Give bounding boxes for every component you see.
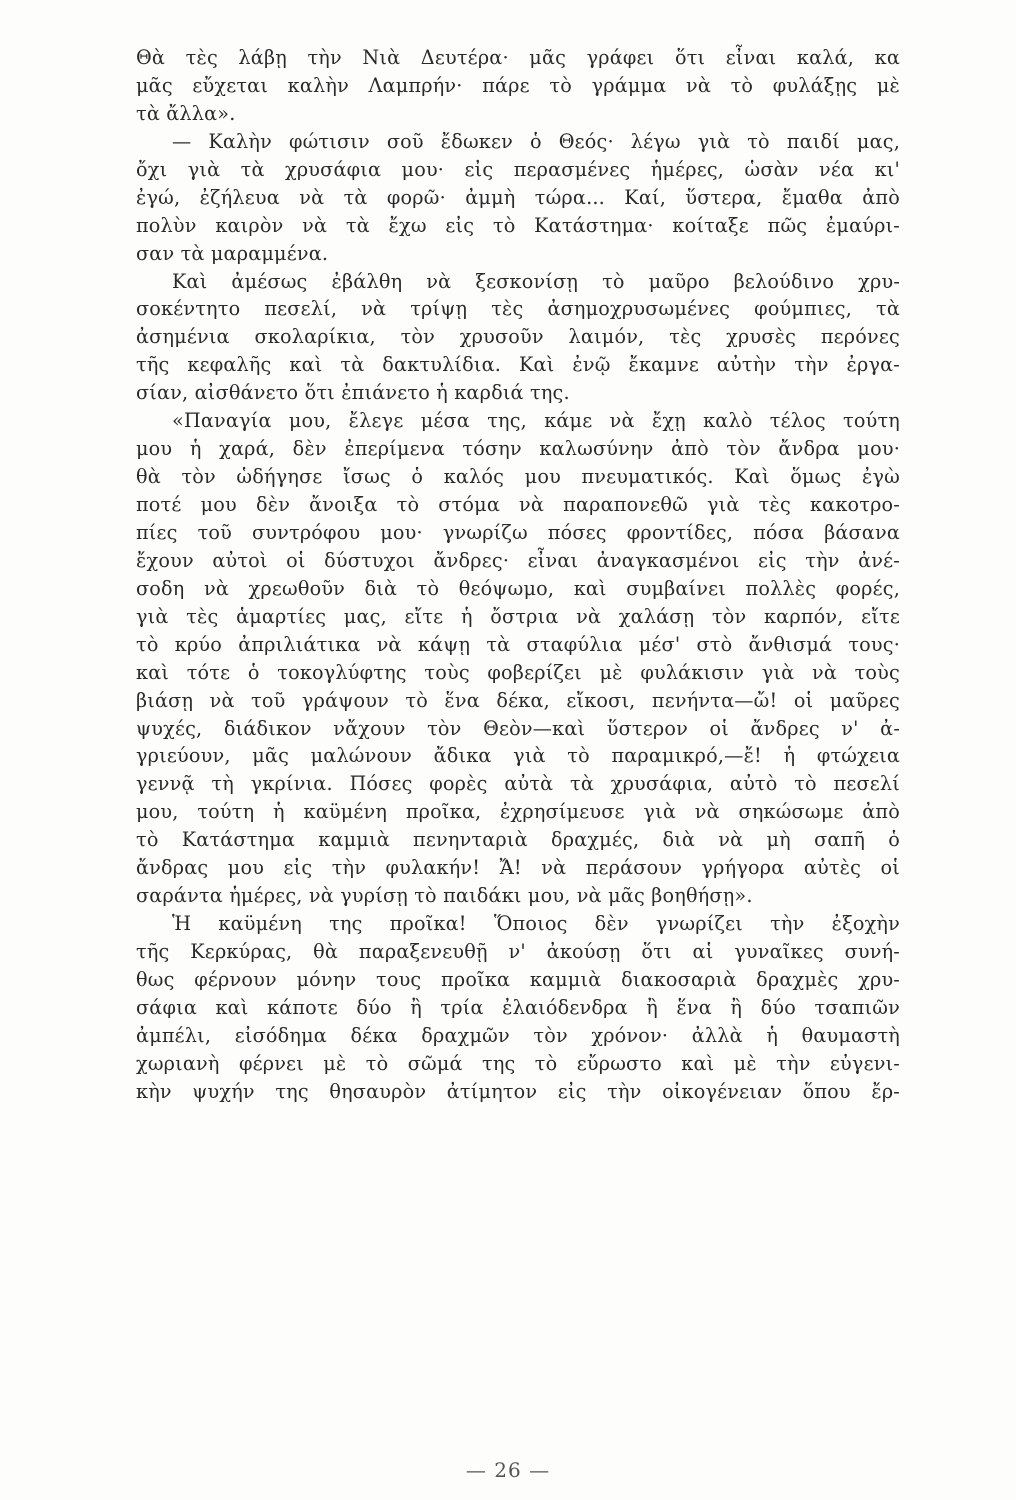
- text-line: σοδη νὰ χρεωθοῦν διὰ τὸ θεόψωμο, καὶ συμβαίνει πολλὲς φορές,: [136, 576, 900, 600]
- page-number: — 26 —: [465, 1458, 551, 1482]
- text-line: σαράντα ἡμέρες, νὰ γυρίσῃ τὸ παιδάκι μου, νὰ μᾶς βοηθήσῃ».: [136, 884, 753, 908]
- text-line: ψυχές, διάδικον νἄχουν τὸν Θεὸν—καὶ ὕστερον οἱ ἄνδρες ν' ἀ-: [136, 716, 900, 740]
- text-line: πίες τοῦ συντρόφου μου· γνωρίζω πόσες φροντίδες, πόσα βάσανα: [136, 520, 900, 544]
- text-line: ἐγώ, ἐζήλευα νὰ τὰ φορῶ· ἀμμὴ τώρα... Καί, ὕστερα, ἔμαθα ἀπὸ: [136, 185, 900, 209]
- text-line: σοκέντητο πεσελί, νὰ τρίψῃ τὲς ἀσημοχρυσωμένες φούμπιες, τὰ: [136, 297, 900, 321]
- text-line: ἀσημένια σκολαρίκια, τὸν χρυσοῦν λαιμόν, τὲς χρυσὲς περόνες: [136, 325, 900, 349]
- text-line: μου, τούτη ἡ καϋμένη προῖκα, ἐχρησίμευσε γιὰ νὰ σηκώσωμε ἀπὸ: [136, 800, 900, 824]
- text-line: πολὺν καιρὸν νὰ τὰ ἔχω εἰς τὸ Κατάστημα· κοίταξε πῶς ἐμαύρι-: [136, 213, 900, 237]
- text-line: τὸ Κατάστημα καμμιὰ πενηνταριὰ δραχμές, διὰ νὰ μὴ σαπῆ ὁ: [136, 828, 900, 852]
- text-line: γεννᾷ τὴ γκρίνια. Πόσες φορὲς αὐτὰ τὰ χρυσάφια, αὐτὸ τὸ πεσελί: [136, 772, 900, 796]
- text-line: σίαν, αἰσθάνετο ὅτι ἐπιάνετο ἡ καρδιά της.: [136, 381, 570, 405]
- text-line: κὴν ψυχήν της θησαυρὸν ἀτίμητον εἰς τὴν οἰκογένειαν ὅπου ἔρ-: [136, 1079, 900, 1103]
- text-line: σαν τὰ μαραμμένα.: [136, 241, 329, 265]
- text-line: γριεύουν, μᾶς μαλώνουν ἄδικα γιὰ τὸ παραμικρό,—ἔ! ἡ φτώχεια: [136, 744, 900, 768]
- text-line: «Παναγία μου, ἔλεγε μέσα της, κάμε νὰ ἔχῃ καλὸ τέλος τούτη: [172, 409, 900, 433]
- text-line: θὰ τὸν ὡδήγησε ἴσως ὁ καλός μου πνευματικός. Καὶ ὅμως ἐγὼ: [136, 465, 900, 489]
- text-line: καὶ τότε ὁ τοκογλύφτης τοὺς φοβερίζει μὲ φυλάκισιν γιὰ νὰ τοὺς: [136, 660, 900, 684]
- text-line: ἀμπέλι, εἰσόδημα δέκα δραχμῶν τὸν χρόνον· ἀλλὰ ἡ θαυμαστὴ: [136, 1023, 900, 1047]
- text-line: τῆς Κερκύρας, θὰ παραξενευθῇ ν' ἀκούσῃ ὅτι αἱ γυναῖκες συνή-: [136, 940, 900, 963]
- text-line: Ἡ καϋμένη της προῖκα! Ὅποιος δὲν γνωρίζει τὴν ἐξοχὴν: [172, 912, 900, 936]
- text-line: Καὶ ἀμέσως ἐβάλθη νὰ ξεσκονίσῃ τὸ μαῦρο βελούδινο χρυ-: [172, 269, 900, 293]
- text-line: τῆς κεφαλῆς καὶ τὰ δακτυλίδια. Καὶ ἐνῷ ἔκαμνε αὐτὴν τὴν ἐργα-: [136, 353, 900, 377]
- text-line: σάφια καὶ κάποτε δύο ἢ τρία ἐλαιόδενδρα ἢ ἕνα ἢ δύο τσαπιῶν: [136, 995, 900, 1019]
- text-line: ἄνδρας μου εἰς τὴν φυλακήν! Ἄ! νὰ περάσουν γρήγορα αὐτὲς οἱ: [136, 856, 900, 880]
- text-line: βιάσῃ νὰ τοῦ γράψουν τὸ ἕνα δέκα, εἴκοσι, πενήντα—ὤ! οἱ μαῦρες: [136, 688, 900, 712]
- text-line: — Καλὴν φώτισιν σοῦ ἔδωκεν ὁ Θεός· λέγω γιὰ τὸ παιδί μας,: [172, 129, 900, 153]
- text-line: μᾶς εὔχεται καλὴν Λαμπρήν· πάρε τὸ γράμμα νὰ τὸ φυλάξῃς μὲ: [136, 73, 900, 97]
- text-line: τὸ κρύο ἀπριλιάτικα νὰ κάψῃ τὰ σταφύλια μέσ' στὸ ἄνθισμά τους·: [136, 632, 900, 656]
- text-line: ἔχουν αὐτοὶ οἱ δύστυχοι ἄνδρες· εἶναι ἀναγκασμένοι εἰς τὴν ἀνέ-: [136, 548, 900, 572]
- text-line: ὄχι γιὰ τὰ χρυσάφια μου· εἰς περασμένες ἡμέρες, ὡσὰν νέα κι': [136, 157, 900, 181]
- text-line: Θὰ τὲς λάβῃ τὴν Νιὰ Δευτέρα· μᾶς γράφει ὅτι εἶναι καλά, κα: [136, 46, 900, 69]
- text-line: τὰ ἄλλα».: [136, 101, 236, 125]
- text-line: μου ἡ χαρά, δὲν ἐπερίμενα τόσην καλωσύνην ἀπὸ τὸν ἄνδρα μου·: [136, 437, 900, 461]
- text-line: γιὰ τὲς ἁμαρτίες μας, εἴτε ἡ ὄστρια νὰ χαλάσῃ τὸν καρπόν, εἴτε: [136, 604, 900, 628]
- text-line: ποτέ μου δὲν ἄνοιξα τὸ στόμα νὰ παραπονεθῶ γιὰ τὲς κακοτρο-: [136, 493, 900, 516]
- text-line: θως φέρνουν μόνην τους προῖκα καμμιὰ διακοσαριὰ δραχμὲς χρυ-: [136, 967, 900, 991]
- book-page-text: [136, 44, 900, 1106]
- text-line: χωριανὴ φέρνει μὲ τὸ σῶμά της τὸ εὔρωστο καὶ μὲ τὴν εὐγενι-: [136, 1051, 900, 1075]
